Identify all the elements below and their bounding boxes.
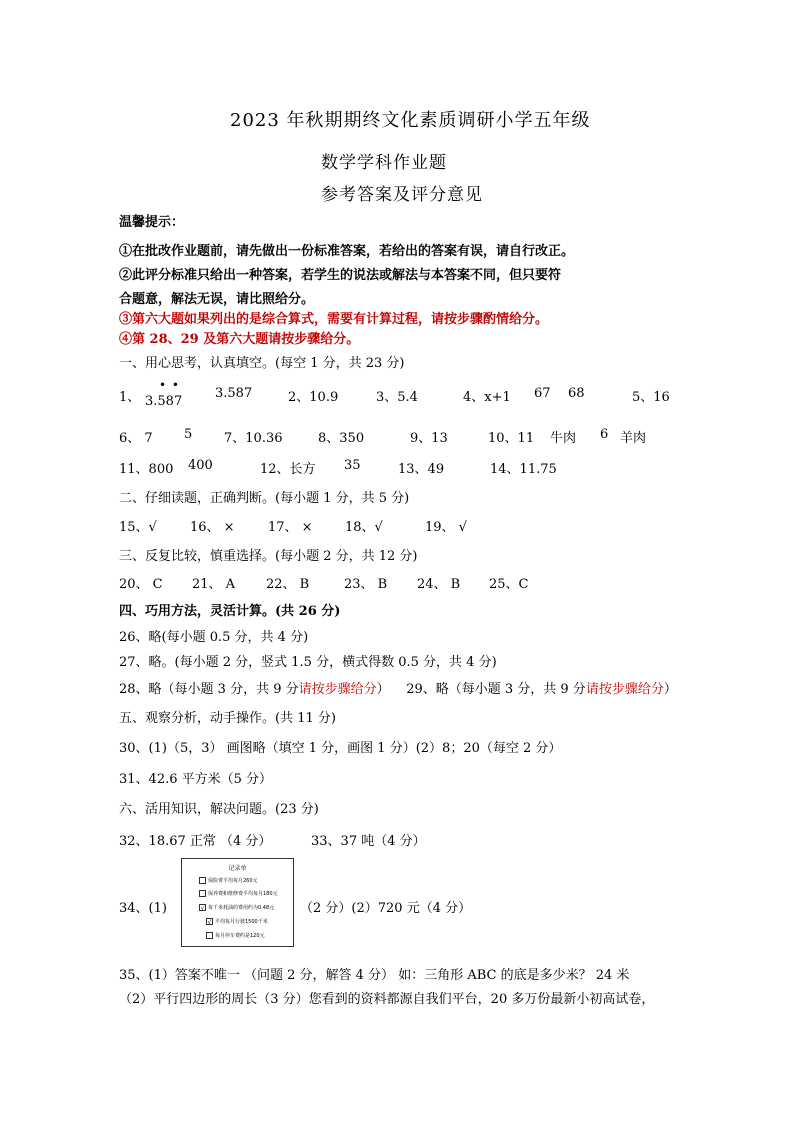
record-sheet-title: 记录单 xyxy=(228,865,247,872)
answer-q19: 19、 √ xyxy=(425,520,467,535)
answer-q6: 6、 7 xyxy=(119,431,153,446)
answer-q4-c: 68 xyxy=(568,386,585,401)
section-3-heading: 三、反复比较，慎重选择。(每小题 2 分，共 12 分) xyxy=(119,549,418,564)
record-sheet-row xyxy=(206,932,265,939)
record-sheet-row xyxy=(206,918,268,925)
section-5-heading: 五、观察分析，动手操作。(共 11 分) xyxy=(119,711,336,726)
repeating-decimal-dots: • • xyxy=(159,378,180,392)
answer-q34-rest: （2 分）(2）720 元（4 分） xyxy=(300,901,472,916)
record-sheet-image xyxy=(181,858,294,947)
answer-q1-b: 3.587 xyxy=(215,386,253,401)
answer-q31: 31、42.6 平方米（5 分） xyxy=(119,772,273,787)
answer-q17: 17、 × xyxy=(268,520,313,535)
record-sheet-row-text: 保险费平均每月260元 xyxy=(208,878,258,884)
answer-q29-close: ） xyxy=(663,682,677,697)
tip-3: ③第六大题如果列出的是综合算式，需要有计算过程，请按步骤酌情给分。 xyxy=(119,312,549,327)
answer-q16: 16、 × xyxy=(190,520,235,535)
section-1-heading: 一、用心思考，认真填空。(每空 1 分，共 23 分) xyxy=(119,356,405,371)
answer-q3: 3、5.4 xyxy=(376,390,418,405)
answer-q24: 24、 B xyxy=(417,577,461,592)
checkbox-icon: √ xyxy=(207,919,212,926)
tip-1: ①在批改作业题前，请先做出一份标准答案，若给出的答案有误，请自行改正。 xyxy=(119,244,575,259)
answer-q18: 18、√ xyxy=(345,520,383,535)
answer-q35-1: 35、(1）答案不唯一 （问题 2 分，解答 4 分） 如：三角形 ABC 的底是多少米？ 24 米 xyxy=(119,968,630,983)
answer-q30: 30、(1)（5，3） 画图略（填空 1 分，画图 1 分）(2）8；20（每空 2 分） xyxy=(119,741,562,756)
answer-q5: 5、16 xyxy=(632,390,670,405)
answer-q29: 29、略（每小题 3 分，共 9 分 xyxy=(406,682,586,697)
answer-q20: 20、 C xyxy=(119,577,163,592)
answer-q12-b: 35 xyxy=(344,458,361,473)
answer-q28-q29 xyxy=(119,678,677,697)
answer-q6-b: 5 xyxy=(184,427,193,442)
answer-q8: 8、350 xyxy=(318,431,365,446)
answer-q32: 32、18.67 正常 （4 分） xyxy=(119,834,272,849)
answer-q28: 28、略（每小题 3 分，共 9 分 xyxy=(119,682,299,697)
answer-q7: 7、10.36 xyxy=(224,431,283,446)
answer-q28-note: 请按步骤给分 xyxy=(298,682,377,697)
answer-q29-note: 请按步骤给分 xyxy=(585,682,664,697)
answer-q14: 14、11.75 xyxy=(490,462,557,477)
checkbox-icon xyxy=(206,932,213,939)
answer-q21: 21、 A xyxy=(192,577,236,592)
answer-q2: 2、10.9 xyxy=(288,390,339,405)
section-2-heading: 二、仔细读题，正确判断。(每小题 1 分，共 5 分) xyxy=(119,491,410,506)
section-6-heading: 六、活用知识，解决问题。(23 分) xyxy=(119,802,319,817)
answer-q10-d: 羊肉 xyxy=(620,431,647,446)
answer-q1-value: 3.587 xyxy=(145,394,183,409)
answer-q10: 10、11 xyxy=(488,431,535,446)
record-sheet-row-text: 每千米耗油的费用约为0.48元 xyxy=(208,905,275,911)
answer-q23: 23、 B xyxy=(344,577,388,592)
answer-q4: 4、x+1 xyxy=(463,390,511,405)
section-4-heading: 四、巧用方法，灵活计算。(共 26 分) xyxy=(119,604,341,619)
record-sheet-row-text: 每月停车费约是120元 xyxy=(215,933,265,939)
answer-q27: 27、略。(每小题 2 分，竖式 1.5 分，横式得数 0.5 分，共 4 分) xyxy=(119,655,497,670)
checkbox-icon xyxy=(199,877,206,884)
answer-q25: 25、C xyxy=(489,577,529,592)
tips-heading: 温馨提示： xyxy=(119,215,185,230)
answer-q1-label: 1、 xyxy=(119,390,141,405)
answer-q4-b: 67 xyxy=(534,386,551,401)
tip-2a: ②此评分标准只给出一种答案，若学生的说法或解法与本答案不同，但只要符 xyxy=(119,268,562,283)
record-sheet-row xyxy=(199,890,278,897)
checkbox-icon: √ xyxy=(200,905,205,912)
answer-q10-c: 6 xyxy=(600,427,609,442)
answer-q33: 33、37 吨（4 分） xyxy=(311,834,426,849)
doc-title: 2023 年秋期期终文化素质调研小学五年级 xyxy=(230,110,591,131)
answer-q34-label: 34、(1) xyxy=(119,901,167,916)
doc-subtitle-2: 参考答案及评分意见 xyxy=(321,185,483,205)
record-sheet-row-text: 保养费和维修费平均每月180元 xyxy=(208,891,278,897)
doc-subtitle: 数学学科作业题 xyxy=(321,153,447,173)
answer-q22: 22、 B xyxy=(266,577,310,592)
answer-q11-b: 400 xyxy=(188,458,213,473)
answer-q12: 12、长方 xyxy=(260,462,316,477)
answer-q15: 15、√ xyxy=(119,520,157,535)
answer-q28-close: ） xyxy=(376,682,390,697)
checkbox-icon xyxy=(199,890,206,897)
record-sheet-row xyxy=(199,904,274,911)
record-sheet-row xyxy=(199,877,258,884)
answer-q13: 13、49 xyxy=(398,462,445,477)
answer-q35-2: （2）平行四边形的周长（3 分）您看到的资料都源自我们平台，20 多万份最新小初高试卷， xyxy=(119,992,655,1007)
tip-4: ④第 28、29 及第六大题请按步骤给分。 xyxy=(119,332,360,347)
tip-2b: 合题意，解法无误，请比照给分。 xyxy=(119,292,315,307)
answer-q26: 26、略(每小题 0.5 分，共 4 分) xyxy=(119,630,309,645)
answer-q10-b: 牛肉 xyxy=(550,431,577,446)
record-sheet-row-text: 平均每月行驶1500千米 xyxy=(215,919,268,925)
answer-q9: 9、13 xyxy=(410,431,448,446)
answer-q11: 11、800 xyxy=(119,462,174,477)
